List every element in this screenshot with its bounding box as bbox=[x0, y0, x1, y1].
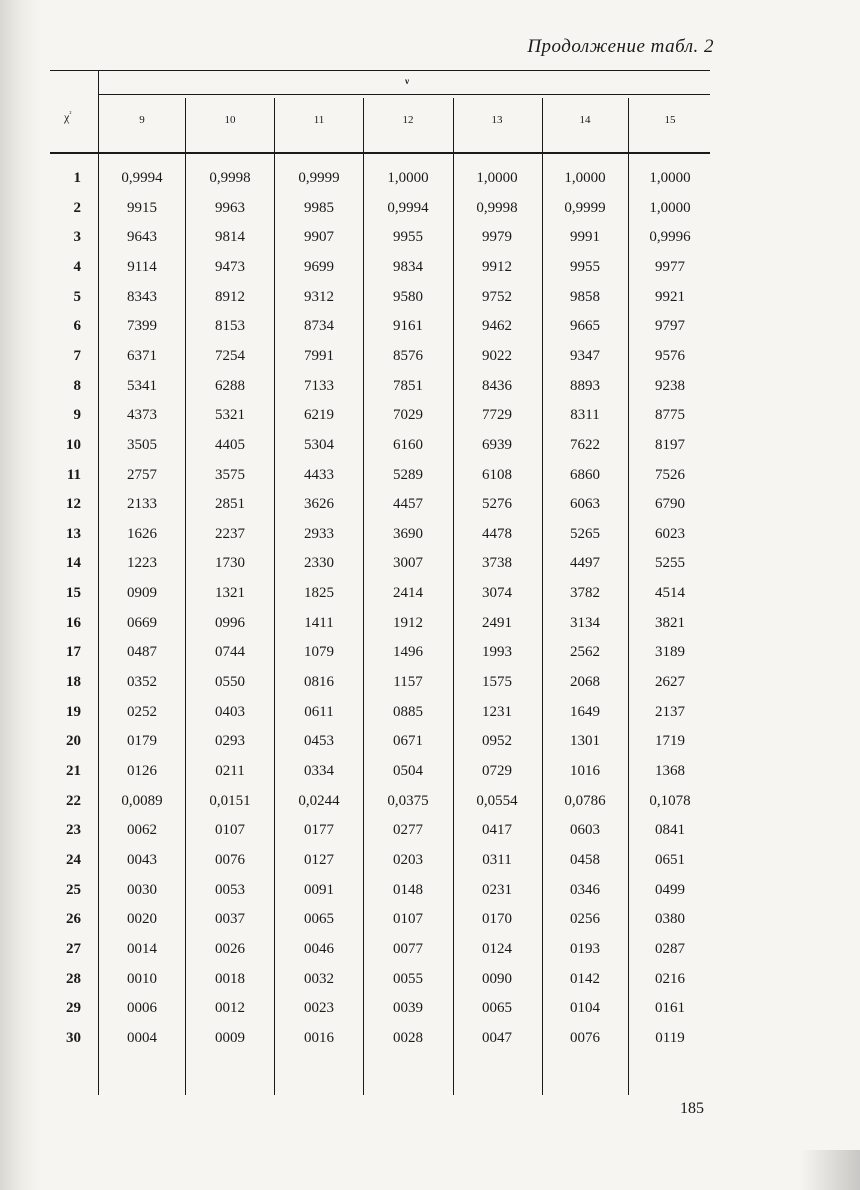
table-cell: 9752 bbox=[482, 288, 512, 305]
table-row bbox=[50, 375, 710, 397]
table-cell: 1825 bbox=[304, 585, 334, 602]
table-cell: 1301 bbox=[570, 733, 600, 750]
row-key: 26 bbox=[66, 911, 81, 928]
table-row bbox=[50, 671, 710, 693]
table-cell: 9834 bbox=[393, 258, 423, 275]
running-head: Продолжение табл. 2 bbox=[527, 36, 714, 57]
column-header: 13 bbox=[491, 114, 503, 126]
table-row bbox=[50, 938, 710, 960]
table-cell: 1,0000 bbox=[387, 170, 429, 186]
table-cell: 0,0554 bbox=[476, 792, 518, 809]
table-cell: 1496 bbox=[393, 644, 423, 661]
table-cell: 8893 bbox=[570, 377, 600, 394]
table-cell: 4497 bbox=[570, 555, 600, 572]
table-cell: 0065 bbox=[482, 1000, 512, 1017]
probability-table bbox=[50, 70, 710, 1095]
table-cell: 8576 bbox=[393, 347, 423, 364]
table-row bbox=[50, 968, 710, 990]
table-cell: 8197 bbox=[655, 436, 685, 453]
row-key: 4 bbox=[73, 258, 81, 275]
table-cell: 1993 bbox=[482, 644, 512, 661]
table-cell: 1411 bbox=[304, 614, 334, 631]
table-row bbox=[50, 256, 710, 278]
table-cell: 0076 bbox=[570, 1029, 600, 1046]
table-cell: 3626 bbox=[304, 496, 334, 513]
table-cell: 1223 bbox=[127, 555, 157, 572]
table-cell: 0107 bbox=[393, 911, 423, 928]
table-cell: 1626 bbox=[127, 525, 157, 542]
table-cell: 2414 bbox=[393, 585, 423, 602]
table-cell: 7991 bbox=[304, 347, 334, 364]
table-cell: 0148 bbox=[393, 881, 423, 898]
table-cell: 9576 bbox=[655, 347, 685, 364]
table-row bbox=[50, 849, 710, 871]
table-cell: 9907 bbox=[304, 229, 334, 246]
table-cell: 1649 bbox=[570, 703, 600, 720]
table-cell: 0885 bbox=[393, 703, 423, 720]
table-row bbox=[50, 790, 710, 812]
table-cell: 1719 bbox=[655, 733, 685, 750]
table-cell: 0142 bbox=[570, 970, 600, 987]
table-cell: 0203 bbox=[393, 851, 423, 868]
row-key: 16 bbox=[66, 614, 81, 631]
table-cell: 0177 bbox=[304, 822, 334, 839]
table-cell: 0211 bbox=[215, 763, 245, 779]
row-key: 10 bbox=[66, 436, 81, 453]
table-cell: 1079 bbox=[304, 644, 334, 661]
table-cell: 0,0089 bbox=[121, 792, 163, 809]
table-cell: 9022 bbox=[482, 347, 512, 364]
table-row bbox=[50, 226, 710, 248]
column-header: 15 bbox=[664, 114, 676, 126]
table-cell: 0043 bbox=[127, 851, 157, 868]
table-cell: 0277 bbox=[393, 822, 423, 839]
table-cell: 9979 bbox=[482, 229, 512, 246]
table-cell: 0014 bbox=[127, 940, 157, 957]
table-cell: 0729 bbox=[482, 763, 512, 779]
page-number: 185 bbox=[680, 1100, 704, 1117]
table-cell: 0603 bbox=[570, 822, 600, 839]
table-cell: 5304 bbox=[304, 436, 334, 453]
table-cell: 0334 bbox=[304, 763, 334, 779]
row-key: 17 bbox=[66, 644, 81, 661]
table-cell: 0126 bbox=[127, 763, 157, 779]
row-key: 15 bbox=[66, 585, 81, 602]
table-cell: 6860 bbox=[570, 466, 600, 483]
table-cell: 0417 bbox=[482, 822, 512, 839]
table-cell: 0346 bbox=[570, 881, 600, 898]
table-cell: 0010 bbox=[127, 970, 157, 987]
table-cell: 1368 bbox=[655, 763, 685, 779]
table-cell: 0,0375 bbox=[387, 792, 429, 809]
table-cell: 7851 bbox=[393, 377, 423, 394]
table-cell: 3074 bbox=[482, 585, 512, 602]
table-cell: 2068 bbox=[570, 674, 600, 691]
table-row bbox=[50, 523, 710, 545]
table-cell: 3782 bbox=[570, 585, 600, 602]
header-bottom-rule bbox=[50, 152, 710, 154]
table-cell: 3189 bbox=[655, 644, 685, 661]
table-cell: 0161 bbox=[655, 1000, 685, 1017]
table-cell: 0053 bbox=[215, 881, 245, 898]
table-cell: 6288 bbox=[215, 377, 245, 394]
table-cell: 0996 bbox=[215, 614, 245, 631]
table-cell: 9238 bbox=[655, 377, 685, 394]
table-cell: 3134 bbox=[570, 614, 600, 631]
table-cell: 2562 bbox=[570, 644, 600, 661]
table-cell: 9114 bbox=[127, 258, 157, 275]
table-cell: 0,9996 bbox=[649, 229, 691, 246]
table-cell: 0,9999 bbox=[298, 170, 340, 186]
table-cell: 9814 bbox=[215, 229, 245, 246]
table-cell: 0744 bbox=[215, 644, 245, 661]
table-cell: 8343 bbox=[127, 288, 157, 305]
table-cell: 2491 bbox=[482, 614, 512, 631]
table-cell: 8311 bbox=[570, 407, 600, 424]
table-cell: 1016 bbox=[570, 763, 600, 779]
table-cell: 0504 bbox=[393, 763, 423, 779]
table-cell: 5255 bbox=[655, 555, 685, 572]
table-cell: 3738 bbox=[482, 555, 512, 572]
table-cell: 0077 bbox=[393, 940, 423, 957]
row-key: 2 bbox=[73, 199, 81, 216]
table-cell: 9312 bbox=[304, 288, 334, 305]
row-key: 7 bbox=[73, 347, 81, 364]
table-cell: 3821 bbox=[655, 614, 685, 631]
column-header: 9 bbox=[139, 114, 145, 126]
table-cell: 9699 bbox=[304, 258, 334, 275]
table-cell: 0028 bbox=[393, 1029, 423, 1046]
row-key: 1 bbox=[73, 170, 81, 186]
table-cell: 1,0000 bbox=[649, 170, 691, 186]
table-cell: 1,0000 bbox=[476, 170, 518, 186]
row-header-chi-square: $\chi^{^2}$ bbox=[64, 110, 72, 124]
table-cell: 2851 bbox=[215, 496, 245, 513]
table-cell: 7622 bbox=[570, 436, 600, 453]
column-header: 14 bbox=[579, 114, 591, 126]
table-row bbox=[50, 315, 710, 337]
table-cell: 9977 bbox=[655, 258, 685, 275]
table-cell: 9991 bbox=[570, 229, 600, 246]
table-cell: 0104 bbox=[570, 1000, 600, 1017]
table-cell: 9955 bbox=[393, 229, 423, 246]
row-key: 3 bbox=[73, 229, 81, 246]
row-key: 9 bbox=[73, 407, 81, 424]
table-cell: 2237 bbox=[215, 525, 245, 542]
table-row bbox=[50, 641, 710, 663]
table-cell: 1,0000 bbox=[649, 199, 691, 216]
table-cell: 4478 bbox=[482, 525, 512, 542]
row-key: 29 bbox=[66, 1000, 81, 1017]
table-cell: 0,0244 bbox=[298, 792, 340, 809]
table-cell: 0026 bbox=[215, 940, 245, 957]
table-cell: 9462 bbox=[482, 318, 512, 335]
table-row bbox=[50, 493, 710, 515]
row-key: 18 bbox=[66, 674, 81, 691]
row-key: 20 bbox=[66, 733, 81, 750]
row-key: 30 bbox=[66, 1029, 81, 1046]
table-cell: 7399 bbox=[127, 318, 157, 335]
table-cell: 6371 bbox=[127, 347, 157, 364]
table-cell: 0062 bbox=[127, 822, 157, 839]
table-cell: 9955 bbox=[570, 258, 600, 275]
table-cell: 0216 bbox=[655, 970, 685, 987]
table-cell: 0,1078 bbox=[649, 792, 691, 809]
table-cell: 0039 bbox=[393, 1000, 423, 1017]
table-cell: 7254 bbox=[215, 347, 245, 364]
table-cell: 5265 bbox=[570, 525, 600, 542]
table-cell: 0256 bbox=[570, 911, 600, 928]
table-cell: 8153 bbox=[215, 318, 245, 335]
table-cell: 0453 bbox=[304, 733, 334, 750]
row-key: 5 bbox=[73, 288, 81, 305]
table-cell: 2330 bbox=[304, 555, 334, 572]
table-cell: 6108 bbox=[482, 466, 512, 483]
table-cell: 2933 bbox=[304, 525, 334, 542]
row-key: 14 bbox=[66, 555, 81, 572]
table-cell: 1231 bbox=[482, 703, 512, 720]
table-cell: 9963 bbox=[215, 199, 245, 216]
table-cell: 0287 bbox=[655, 940, 685, 957]
table-row bbox=[50, 286, 710, 308]
table-cell: 4457 bbox=[393, 496, 423, 513]
table-cell: 9665 bbox=[570, 318, 600, 335]
table-cell: 0252 bbox=[127, 703, 157, 720]
table-cell: 9921 bbox=[655, 288, 685, 305]
row-key: 13 bbox=[66, 525, 81, 542]
table-cell: 1912 bbox=[393, 614, 423, 631]
table-cell: 3575 bbox=[215, 466, 245, 483]
table-cell: 0231 bbox=[482, 881, 512, 898]
row-key: 21 bbox=[66, 763, 81, 779]
table-cell: 0380 bbox=[655, 911, 685, 928]
table-cell: 1730 bbox=[215, 555, 245, 572]
row-key: 6 bbox=[73, 318, 81, 335]
table-row bbox=[50, 760, 710, 782]
table-row bbox=[50, 819, 710, 841]
table-cell: 0055 bbox=[393, 970, 423, 987]
table-cell: 5341 bbox=[127, 377, 157, 394]
table-cell: 0127 bbox=[304, 851, 334, 868]
row-key: 19 bbox=[66, 703, 81, 720]
table-cell: 0076 bbox=[215, 851, 245, 868]
table-cell: 0170 bbox=[482, 911, 512, 928]
table-cell: 0,9998 bbox=[476, 199, 518, 216]
page-corner-shadow bbox=[800, 1150, 860, 1190]
table-cell: 6063 bbox=[570, 496, 600, 513]
table-cell: 0090 bbox=[482, 970, 512, 987]
table-cell: 0909 bbox=[127, 585, 157, 602]
table-row bbox=[50, 434, 710, 456]
table-cell: 0020 bbox=[127, 911, 157, 928]
table-cell: 0037 bbox=[215, 911, 245, 928]
row-key: 22 bbox=[66, 792, 81, 809]
column-header: 11 bbox=[313, 114, 325, 126]
table-cell: 9858 bbox=[570, 288, 600, 305]
table-row bbox=[50, 582, 710, 604]
table-row bbox=[50, 464, 710, 486]
table-cell: 3690 bbox=[393, 525, 423, 542]
table-cell: 0611 bbox=[304, 703, 334, 720]
row-key: 24 bbox=[66, 851, 81, 868]
table-row bbox=[50, 701, 710, 723]
table-cell: 0352 bbox=[127, 674, 157, 691]
column-header: 10 bbox=[224, 114, 236, 126]
table-cell: 9161 bbox=[393, 318, 423, 335]
table-cell: 0,9994 bbox=[387, 199, 429, 216]
table-row bbox=[50, 404, 710, 426]
row-key: 23 bbox=[66, 822, 81, 839]
table-cell: 0016 bbox=[304, 1029, 334, 1046]
table-cell: 2137 bbox=[655, 703, 685, 720]
table-row bbox=[50, 552, 710, 574]
table-cell: 5276 bbox=[482, 496, 512, 513]
table-cell: 6790 bbox=[655, 496, 685, 513]
table-cell: 0107 bbox=[215, 822, 245, 839]
row-key: 28 bbox=[66, 970, 81, 987]
table-cell: 4405 bbox=[215, 436, 245, 453]
table-cell: 0550 bbox=[215, 674, 245, 691]
table-cell: 2133 bbox=[127, 496, 157, 513]
table-cell: 4373 bbox=[127, 407, 157, 424]
table-cell: 1157 bbox=[393, 674, 423, 691]
group-header-nu: ν bbox=[405, 76, 410, 86]
table-cell: 0012 bbox=[215, 1000, 245, 1017]
table-cell: 8912 bbox=[215, 288, 245, 305]
table-row bbox=[50, 345, 710, 367]
table-cell: 8734 bbox=[304, 318, 334, 335]
table-row bbox=[50, 997, 710, 1019]
table-cell: 0023 bbox=[304, 1000, 334, 1017]
table-cell: 1575 bbox=[482, 674, 512, 691]
row-key: 8 bbox=[73, 377, 81, 394]
table-cell: 0006 bbox=[127, 1000, 157, 1017]
table-cell: 6939 bbox=[482, 436, 512, 453]
table-cell: 0,9999 bbox=[564, 199, 606, 216]
table-cell: 7729 bbox=[482, 407, 512, 424]
table-cell: 4433 bbox=[304, 466, 334, 483]
table-cell: 9915 bbox=[127, 199, 157, 216]
table-cell: 0030 bbox=[127, 881, 157, 898]
table-cell: 0047 bbox=[482, 1029, 512, 1046]
table-cell: 9643 bbox=[127, 229, 157, 246]
table-cell: 5289 bbox=[393, 466, 423, 483]
table-top-rule bbox=[50, 70, 710, 71]
table-row bbox=[50, 167, 710, 189]
table-cell: 7029 bbox=[393, 407, 423, 424]
table-cell: 0032 bbox=[304, 970, 334, 987]
table-row bbox=[50, 197, 710, 219]
table-cell: 0,9994 bbox=[121, 170, 163, 186]
table-cell: 0499 bbox=[655, 881, 685, 898]
table-cell: 0046 bbox=[304, 940, 334, 957]
table-cell: 0009 bbox=[215, 1029, 245, 1046]
table-cell: 9985 bbox=[304, 199, 334, 216]
row-key: 27 bbox=[66, 940, 81, 957]
table-cell: 7133 bbox=[304, 377, 334, 394]
table-cell: 9347 bbox=[570, 347, 600, 364]
group-header-rule bbox=[98, 94, 710, 95]
table-cell: 0,0786 bbox=[564, 792, 606, 809]
table-cell: 1321 bbox=[215, 585, 245, 602]
table-cell: 8775 bbox=[655, 407, 685, 424]
table-cell: 0841 bbox=[655, 822, 685, 839]
table-cell: 0816 bbox=[304, 674, 334, 691]
table-cell: 9912 bbox=[482, 258, 512, 275]
table-cell: 0487 bbox=[127, 644, 157, 661]
table-cell: 0119 bbox=[655, 1029, 685, 1046]
table-cell: 3007 bbox=[393, 555, 423, 572]
table-cell: 9580 bbox=[393, 288, 423, 305]
table-cell: 0952 bbox=[482, 733, 512, 750]
table-cell: 2627 bbox=[655, 674, 685, 691]
table-cell: 7526 bbox=[655, 466, 685, 483]
table-cell: 0091 bbox=[304, 881, 334, 898]
table-cell: 0311 bbox=[482, 851, 512, 868]
table-row bbox=[50, 908, 710, 930]
table-cell: 6219 bbox=[304, 407, 334, 424]
table-cell: 8436 bbox=[482, 377, 512, 394]
table-cell: 6023 bbox=[655, 525, 685, 542]
table-cell: 0004 bbox=[127, 1029, 157, 1046]
table-cell: 6160 bbox=[393, 436, 423, 453]
table-cell: 9797 bbox=[655, 318, 685, 335]
table-cell: 0651 bbox=[655, 851, 685, 868]
table-cell: 0669 bbox=[127, 614, 157, 631]
table-cell: 2757 bbox=[127, 466, 157, 483]
table-cell: 0179 bbox=[127, 733, 157, 750]
table-cell: 0403 bbox=[215, 703, 245, 720]
table-cell: 5321 bbox=[215, 407, 245, 424]
table-row bbox=[50, 879, 710, 901]
table-cell: 9473 bbox=[215, 258, 245, 275]
table-cell: 0124 bbox=[482, 940, 512, 957]
table-cell: 0671 bbox=[393, 733, 423, 750]
table-row bbox=[50, 612, 710, 634]
row-key: 11 bbox=[66, 466, 81, 483]
row-key: 12 bbox=[66, 496, 81, 513]
table-cell: 1,0000 bbox=[564, 170, 606, 186]
table-cell: 0293 bbox=[215, 733, 245, 750]
table-cell: 0,9998 bbox=[209, 170, 251, 186]
table-cell: 0018 bbox=[215, 970, 245, 987]
table-cell: 4514 bbox=[655, 585, 685, 602]
table-cell: 3505 bbox=[127, 436, 157, 453]
table-cell: 0458 bbox=[570, 851, 600, 868]
table-cell: 0,0151 bbox=[209, 792, 251, 809]
row-key: 25 bbox=[66, 881, 81, 898]
column-header: 12 bbox=[402, 114, 414, 126]
table-row bbox=[50, 1027, 710, 1049]
table-cell: 0193 bbox=[570, 940, 600, 957]
table-row bbox=[50, 730, 710, 752]
page-edge-shadow bbox=[0, 0, 40, 1190]
table-cell: 0065 bbox=[304, 911, 334, 928]
